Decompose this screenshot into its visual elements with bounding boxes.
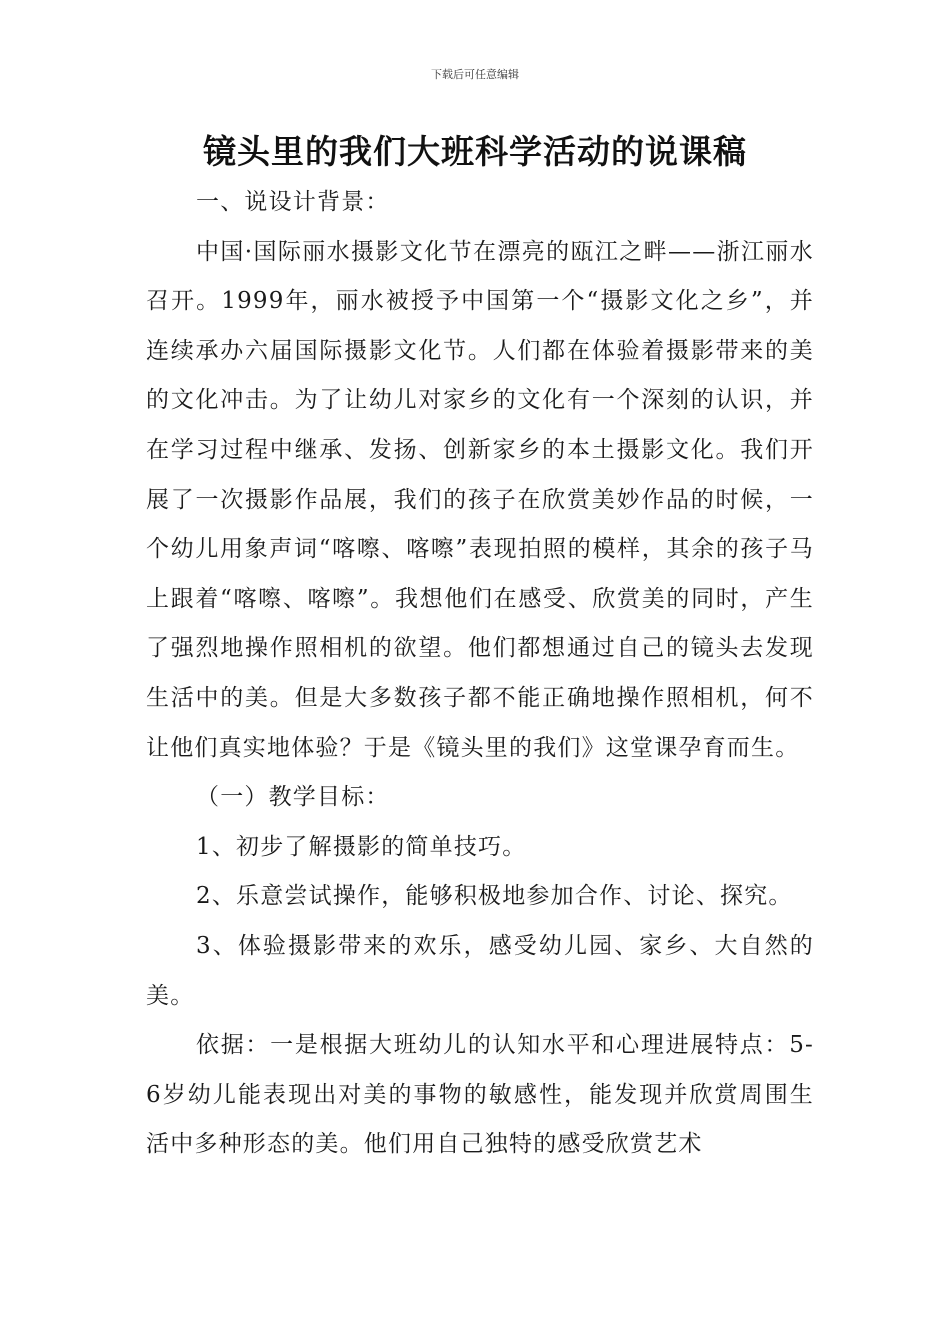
goal-item-1: 1、初步了解摄影的简单技巧。	[196, 833, 527, 860]
section-heading-goals: （一）教学目标：	[196, 784, 390, 811]
document-title: 镜头里的我们大班科学活动的说课稿	[203, 132, 747, 171]
paragraph-background: 中国·国际丽水摄影文化节在漂亮的瓯江之畔——浙江丽水召开。1999年，丽水被授予中国第一个“摄影文化之乡”，并连续承办六届国际摄影文化节。人们都在体验着摄影带来的美的文化冲击。为了让幼儿对家乡的文化有一个深刻的认识，并在学习过程中继承、发扬、创新家乡的本土摄影文化。我们开展了一次摄影作品展，我们的孩子在欣赏美妙作品的时候，一个幼儿用象声词“喀嚓、喀嚓”表现拍照的模样，其余的孩子马上跟着“喀嚓、喀嚓”。我想他们在感受、欣赏美的同时，产生了强烈地操作照相机的欲望。他们都想通过自己的镜头去发现生活中的美。但是大多数孩子都不能正确地操作照相机，何不让他们真实地体验？于是《镜头里的我们》这堂课孕育而生。	[146, 238, 814, 761]
section-heading-background: 一、说设计背景：	[196, 189, 390, 215]
goal-item-3: 3、体验摄影带来的欢乐，感受幼儿园、家乡、大自然的美。	[146, 932, 814, 1009]
paragraph-basis: 依据：一是根据大班幼儿的认知水平和心理进展特点：5-6岁幼儿能表现出对美的事物的敏感性，能发现并欣赏周围生活中多种形态的美。他们用自己独特的感受欣赏艺术	[146, 1032, 814, 1158]
document-body	[146, 178, 814, 1170]
header-note: 下载后可任意编辑	[431, 68, 519, 81]
goal-item-2: 2、乐意尝试操作，能够积极地参加合作、讨论、探究。	[196, 883, 793, 910]
